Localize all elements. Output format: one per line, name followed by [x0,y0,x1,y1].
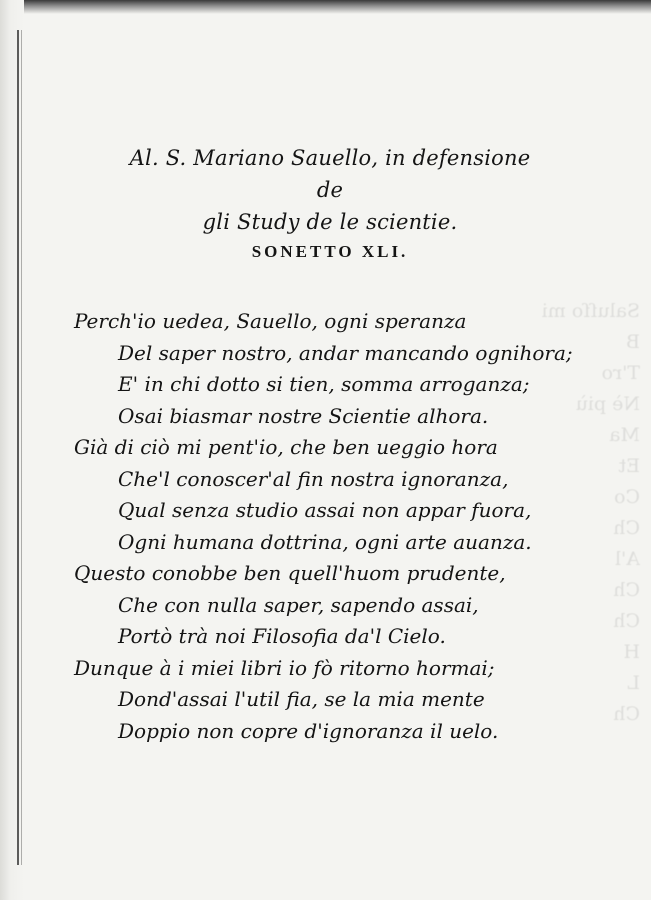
poem-line: Del saper nostro, andar mancando ognihora; [118,340,573,365]
dedication-heading-line-2: gli Study de le scientie. [202,210,458,234]
sonnet-text [74,306,574,747]
poem-line: Portò trà noi Filosofia da'l Cielo. [118,624,446,648]
dedication-heading-line-1: Al. S. Mariano Sauello, in defensione de [129,146,531,202]
poem-line: Doppio non copre d'ignoranza il uelo. [118,718,499,743]
poem-line: Dunque à i miei libri io fò ritorno hormai; [74,655,495,680]
poem-line: E' in chi dotto si tien, somma arroganza; [118,372,530,396]
poem-line: Che'l conoscer'al fin nostra ignoranza, [118,466,509,491]
poem-line: Già di ciò mi pent'io, che ben ueggio hora [74,435,498,459]
poem-line: Qual senza studio assai non appar fuora, [118,498,532,522]
page-top-shadow [0,0,651,14]
poem-line: Osai biasmar nostre Scientie alhora. [118,403,489,428]
gutter-line [17,30,19,865]
poem-line: Perch'io uedea, Sauello, ogni speranza [74,309,467,333]
dedication-heading [120,142,540,238]
gutter-line-faint [21,30,22,865]
sonnet-title: SONETTO XLI. [251,242,409,261]
poem-line: Dond'assai l'util fia, se la mia mente [118,687,485,711]
bleed-through-text: Saluſſo mi B T'ro Nè più Ma Et Co Ch A'l Ch Ch H L Ch [541,300,640,725]
poem-line: Che con nulla saper, sapendo assai, [118,592,479,617]
poem-line: Ogni humana dottrina, ogni arte auanza. [118,529,532,554]
poem-line: Questo conobbe ben quell'huom prudente, [74,561,506,585]
